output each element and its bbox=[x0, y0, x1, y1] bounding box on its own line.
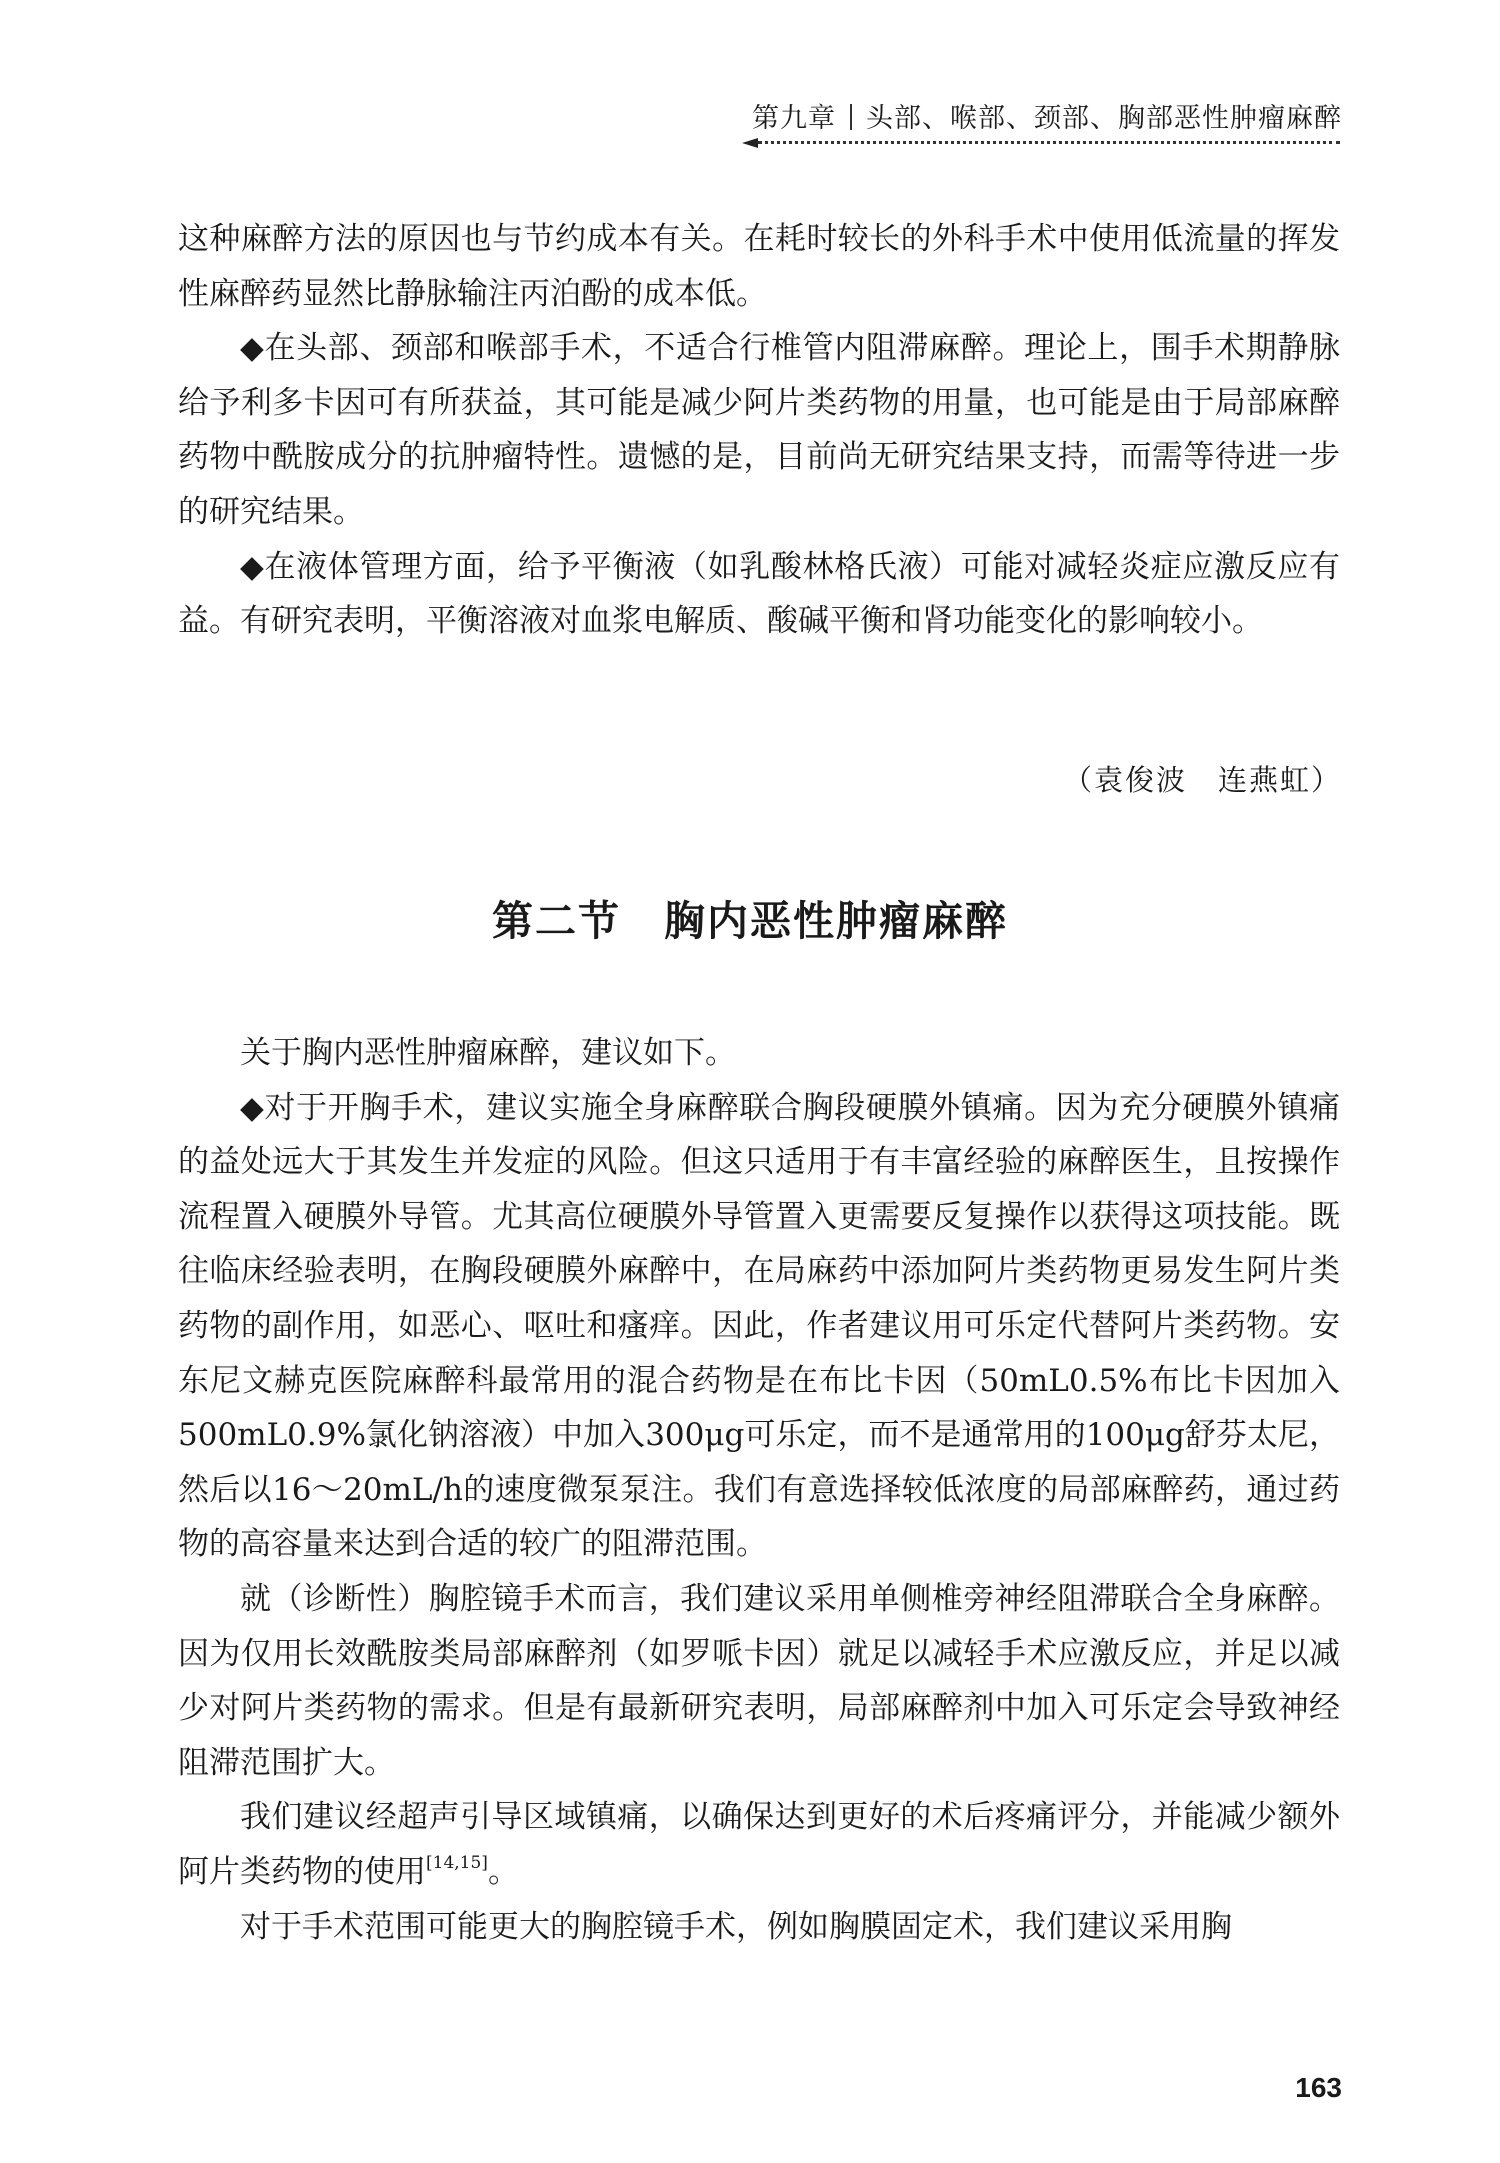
paragraph-thoracoscopy: 就（诊断性）胸腔镜手术而言，我们建议采用单侧椎旁神经阻滞联合全身麻醉。因为仅用长效酰胺类局部麻醉剂（如罗哌卡因）就足以减轻手术应激反应，并足以减少对阿片类药物的需求。但是有最新研究表明，局部麻醉剂中加入可乐定会导致神经阻滞范围扩大。 bbox=[178, 1580, 1340, 1781]
ultrasound-text: 我们建议经超声引导区域镇痛，以确保达到更好的术后疼痛评分，并能减少额外阿片类药物的使用 bbox=[178, 1799, 1340, 1890]
header-dotted-line bbox=[758, 141, 1340, 144]
header-rule bbox=[742, 138, 1340, 148]
top-section-text bbox=[178, 212, 1340, 649]
page-number: 163 bbox=[1295, 2072, 1342, 2103]
paragraph-cost: 这种麻醉方法的原因也与节约成本有关。在耗时较长的外科手术中使用低流量的挥发性麻醉药显然比静脉输注丙泊酚的成本低。 bbox=[178, 221, 1340, 312]
paragraph-fluid-management: ◆在液体管理方面，给予平衡液（如乳酸林格氏液）可能对减轻炎症应激反应有益。有研究表明，平衡溶液对血浆电解质、酸碱平衡和肾功能变化的影响较小。 bbox=[178, 548, 1340, 640]
header-separator bbox=[850, 104, 852, 130]
paragraph-lidocaine: ◆在头部、颈部和喉部手术，不适合行椎管内阻滞麻醉。理论上，围手术期静脉给予利多卡因可有所获益，其可能是减少阿片类药物的用量，也可能是由于局部麻醉药物中酰胺成分的抗肿瘤特性。遗憾的是，目前尚无研究结果支持，而需等待进一步的研究结果。 bbox=[178, 330, 1340, 530]
chapter-label: 第九章 bbox=[752, 103, 836, 134]
ultrasound-end: 。 bbox=[487, 1853, 519, 1890]
section-body-text bbox=[178, 1026, 1340, 1954]
citation-ref: [14,15] bbox=[426, 1852, 488, 1873]
header-arrow-icon bbox=[742, 138, 758, 148]
paragraph-thoracotomy: ◆对于开胸手术，建议实施全身麻醉联合胸段硬膜外镇痛。因为充分硬膜外镇痛的益处远大于其发生并发症的风险。但这只适用于有丰富经验的麻醉医生，且按操作流程置入硬膜外导管。尤其高位硬膜外导管置入更需要反复操作以获得这项技能。既往临床经验表明，在胸段硬膜外麻醉中，在局麻药中添加阿片类药物更易发生阿片类药物的副作用，如恶心、呕吐和瘙痒。因此，作者建议用可乐定代替阿片类药物。安东尼文赫克医院麻醉科最常用的混合药物是在布比卡因（50mL0.5%布比卡因加入500mL0.9%氯化钠溶液）中加入300μg可乐定，而不是通常用的100μg舒芬太尼，然后以16～20mL/h的速度微泵泵注。我们有意选择较低浓度的局部麻醉药，通过药物的高容量来达到合适的较广的阻滞范围。 bbox=[178, 1089, 1340, 1563]
author-signature: （袁俊波 连燕虹） bbox=[1062, 763, 1342, 797]
paragraph-intro: 关于胸内恶性肿瘤麻醉，建议如下。 bbox=[240, 1035, 736, 1071]
section-heading: 第二节 胸内恶性肿瘤麻醉 bbox=[492, 897, 1008, 945]
chapter-title: 头部、喉部、颈部、胸部恶性肿瘤麻醉 bbox=[866, 103, 1342, 134]
paragraph-ultrasound bbox=[178, 1790, 1340, 1899]
paragraph-pleurodesis: 对于手术范围可能更大的胸腔镜手术，例如胸膜固定术，我们建议采用胸 bbox=[240, 1908, 1232, 1945]
running-header bbox=[752, 96, 1342, 135]
